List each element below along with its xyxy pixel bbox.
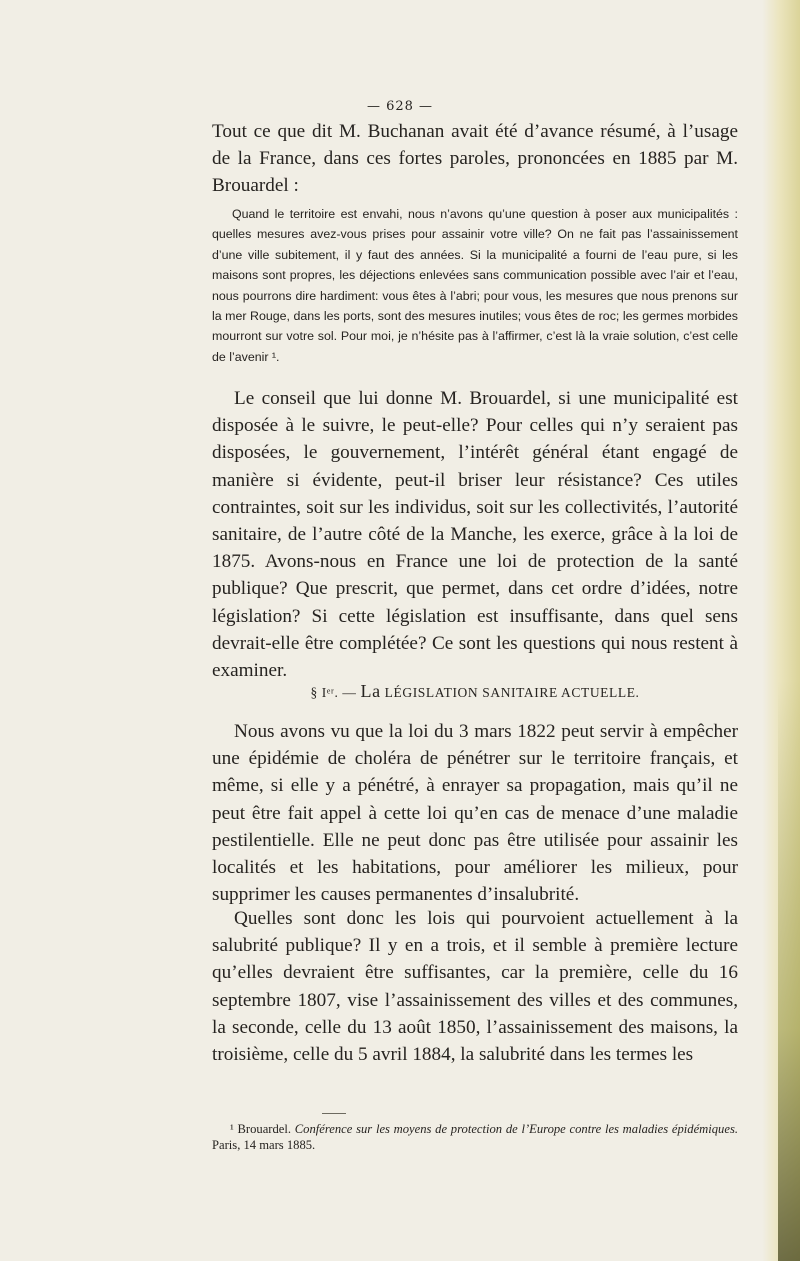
section-heading — [212, 681, 738, 702]
paragraph-intro: Tout ce que dit M. Buchanan avait été d’avance résumé, à l’usage de la France, dans ces fortes paroles, prononcées en 1885 par M. Brouardel : — [212, 121, 738, 197]
text-column-2 — [212, 385, 738, 684]
quote-block — [212, 204, 738, 367]
text-column-3 — [212, 718, 738, 908]
footnote-marker: ¹ Brouardel. — [230, 1122, 292, 1136]
section-title-rest: LÉGISLATION SANITAIRE ACTUELLE. — [384, 685, 640, 700]
section-heading-block — [212, 681, 738, 702]
footnote-rule — [322, 1113, 346, 1114]
paragraph-trois-lois: Quelles sont donc les lois qui pourvoient actuellement à la salubrité publique? Il y en a trois, et il semble à première lecture qu’elles devraient être suffisantes, car la première, celle du 16 septembre 1807, vise l’assainissement des villes et des communes, la seconde, celle du 13 août 1850, l’assainissement des maisons, la troisième, celle du 5 avril 1884, la salubrité dans les termes les — [212, 908, 738, 1066]
page-edge-dark — [778, 680, 800, 1261]
section-mark: § Iᵉʳ. — — [310, 685, 357, 700]
footnote — [212, 1122, 738, 1153]
paragraph-conseil: Le conseil que lui donne M. Brouardel, si une municipalité est disposée à le suivre, le peut-elle? Pour celles qui n’y seraient pas disposées, le gouvernement, l’intérêt général étant engagé de manière si évidente, peut-il briser leur résistance? Ces utiles contraintes, soit sur les individus, soit sur les collectivités, l’autorité sanitaire, de l’autre côté de la Manche, les exerce, grâce à la loi de 1875. Avons-nous en France une loi de protection de la santé publique? Que prescrit, que permet, dans cet ordre d’idées, notre législation? Si cette législation est insuffisante, dans quel sens devrait-elle être complétée? Ce sont les questions qui nous restent à examiner. — [212, 388, 738, 682]
text-column-4 — [212, 905, 738, 1068]
paragraph-loi-1822: Nous avons vu que la loi du 3 mars 1822 peut servir à empêcher une épidémie de choléra de pénétrer sur le territoire français, et même, si elle y a pénétré, à enrayer sa propagation, mais qu’il ne peut être fait appel à cette loi qu’en cas de menace d’une maladie pestilentielle. Elle ne peut donc pas être utilisée pour assainir les localités et les habitations, pour améliorer les milieux, pour supprimer les causes permanentes d’insalubrité. — [212, 721, 738, 906]
footnote-place-date: Paris, 14 mars 1885. — [212, 1137, 316, 1152]
section-title-big: La — [360, 681, 381, 701]
paragraph-quote: Quand le territoire est envahi, nous n’avons qu’une question à poser aux municipalités : quelles mesures avez-vous prises pour assainir votre ville? On ne fait pas l’assainissement d’une ville subitement, il y faut des années. Si la municipalité a fourni de l’eau pure, si les maisons sont propres, les déjections enlevées sans communication possible avec l’air et l’eau, nous pourrons dire hardiment: vous êtes à l’abri; pour vous, les mesures que nous prenons sur la mer Rouge, dans les ports, sont des mesures inutiles; vous êtes de roc; les germes morbides mourront sur votre sol. Pour moi, je n’hésite pas à l’affirmer, c’est là la vraie solution, c’est celle de l’avenir ¹. — [212, 207, 738, 364]
footnote-title: Conférence sur les moyens de protection de l’Europe contre les maladies épidémiques. — [294, 1122, 738, 1136]
footnote-block — [212, 1122, 738, 1153]
page-number: — 628 — — [366, 99, 434, 114]
text-column — [212, 118, 738, 200]
